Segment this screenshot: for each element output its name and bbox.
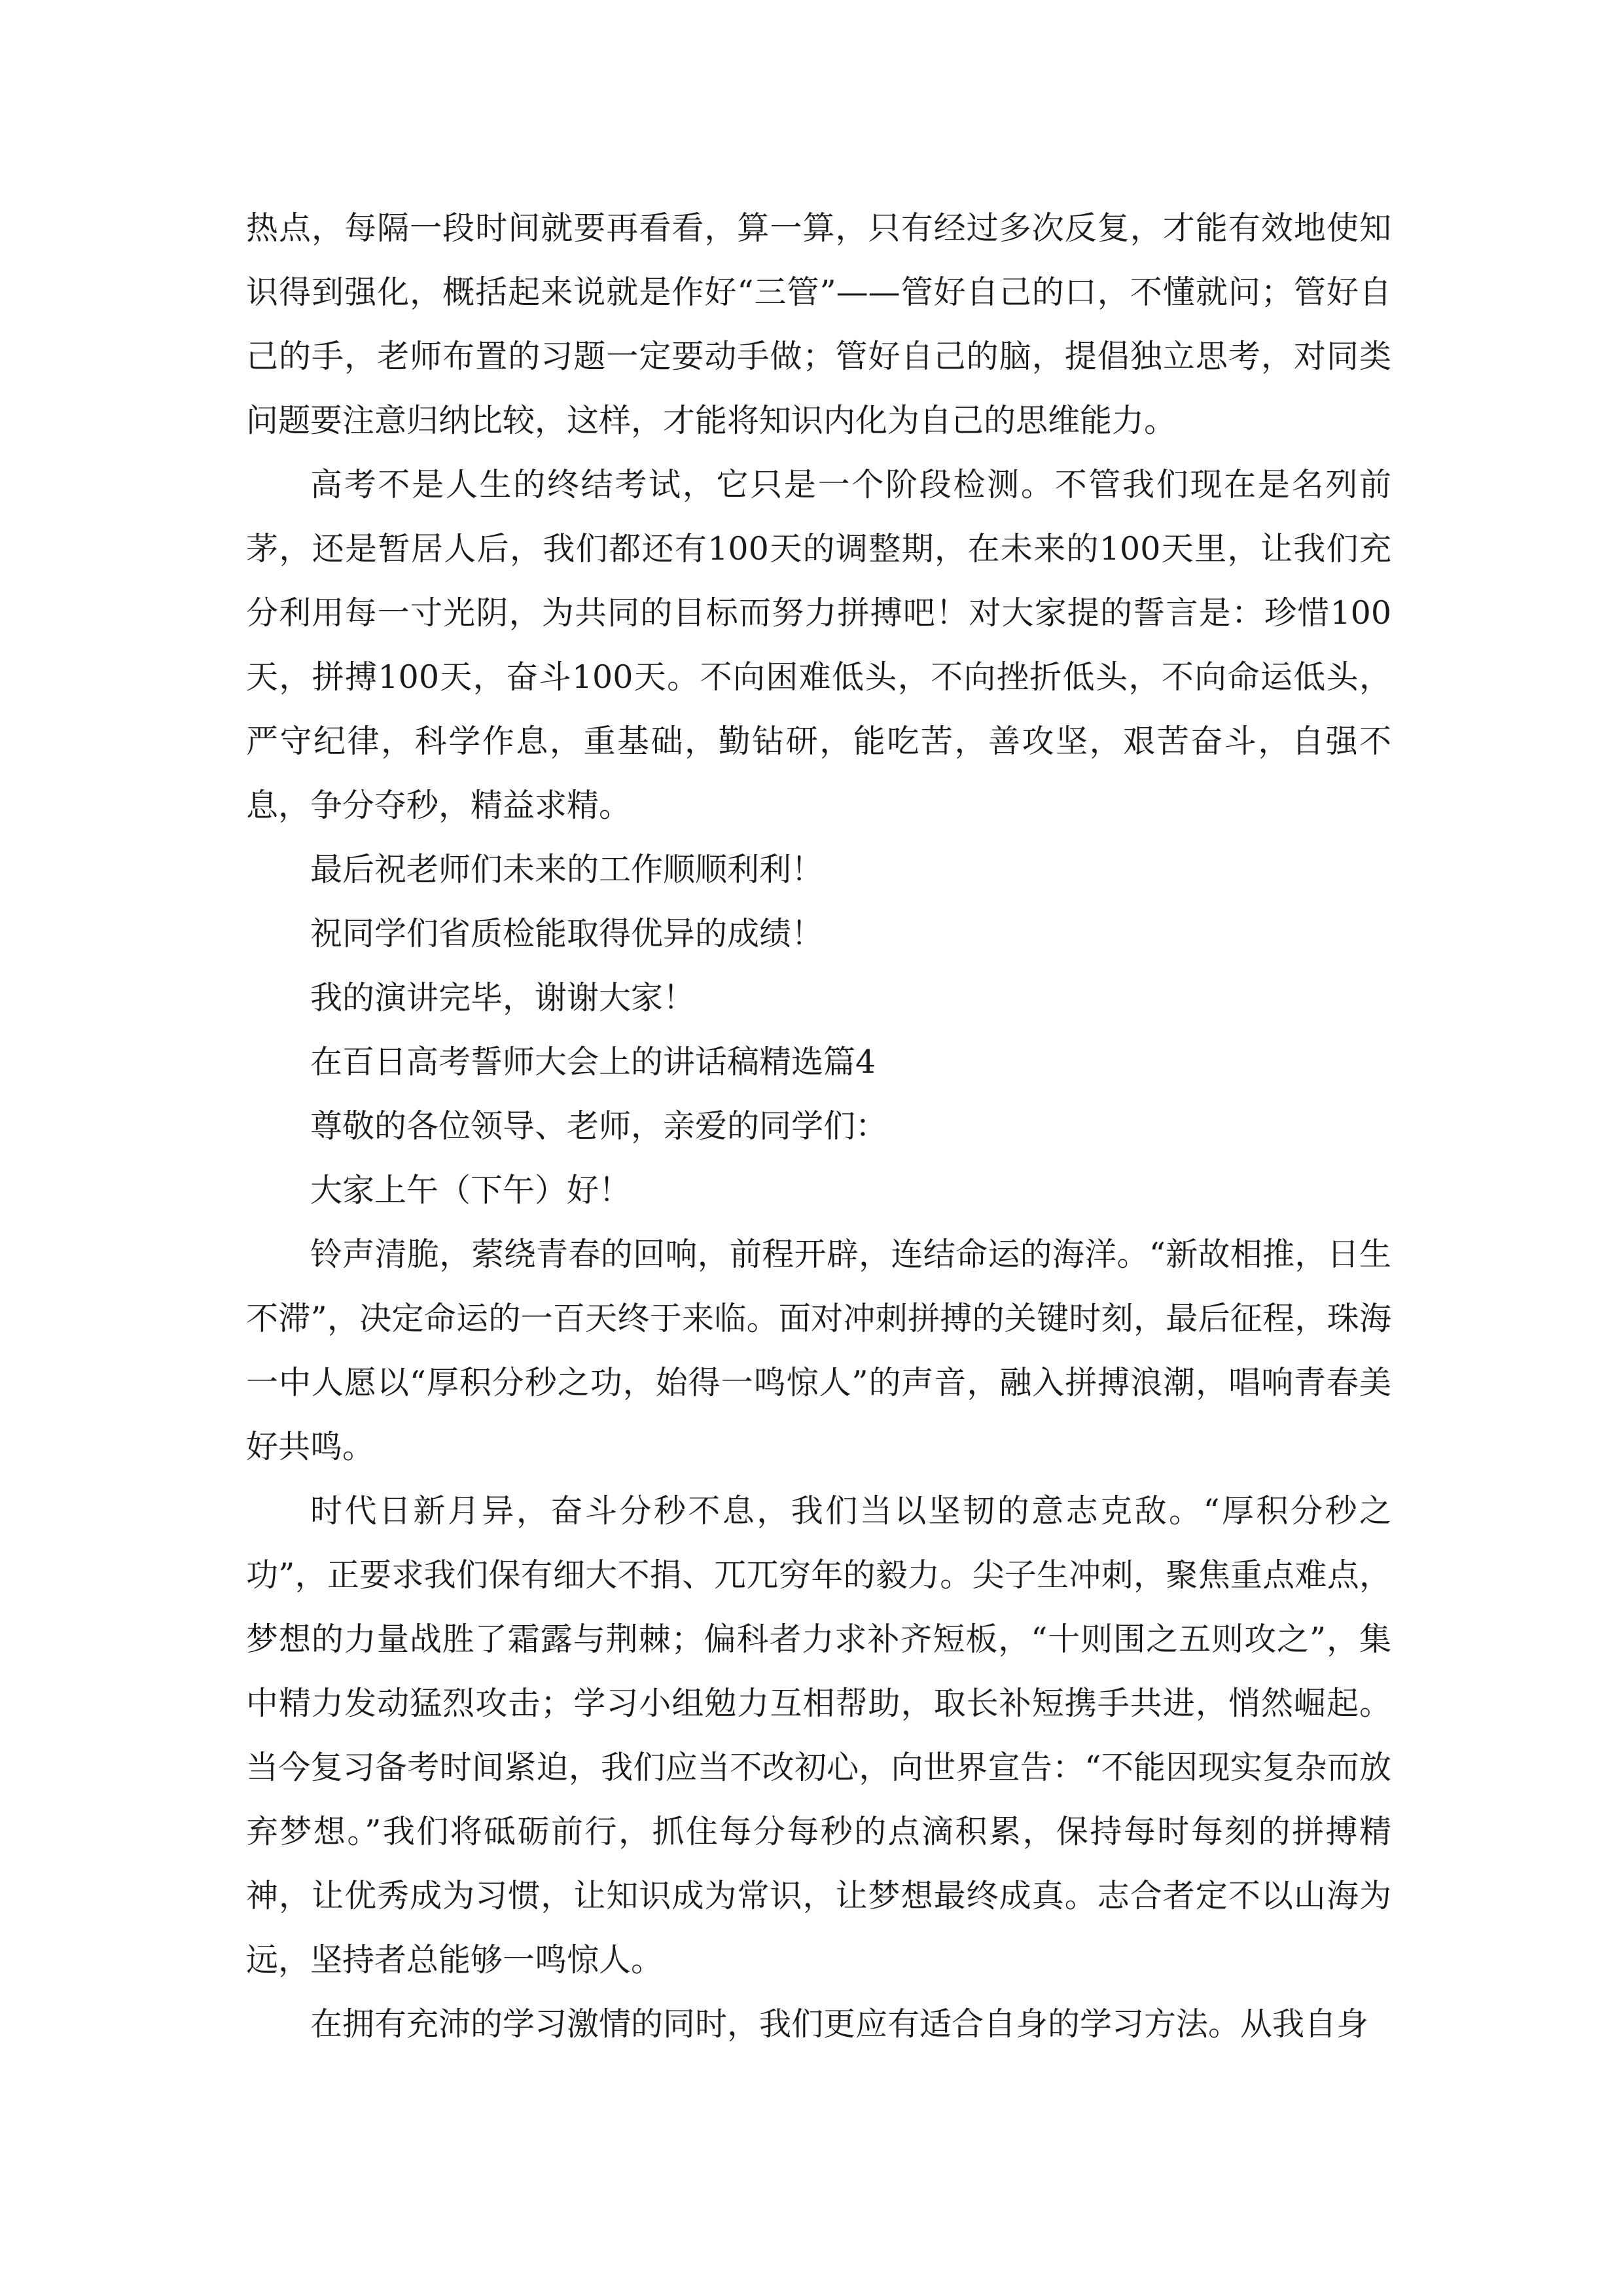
paragraph-continued-study-method: 热点，每隔一段时间就要再看看，算一算，只有经过多次反复，才能有效地使知识得到强化，概括起来说就是作好“三管”——管好自己的口，不懂就问；管好自己的手，老师布置的习题一定要动手做；管好自己的脑，提倡独立思考，对同类问题要注意归纳比较，这样，才能将知识内化为自己的思维能力。	[246, 209, 1391, 439]
section-title-part-4: 在百日高考誓师大会上的讲话稿精选篇4	[310, 1043, 876, 1081]
paragraph-bell-opening: 铃声清脆，萦绕青春的回响，前程开辟，连结命运的海洋。“新故相推，日生不滞”，决定命运的一百天终于来临。面对冲刺拼搏的关键时刻，最后征程，珠海一中人愿以“厚积分秒之功，始得一鸣惊人”的声音，融入拼搏浪潮，唱响青春美好共鸣。	[246, 1236, 1391, 1465]
paragraph-study-method: 在拥有充沛的学习激情的同时，我们更应有适合自身的学习方法。从我自身	[310, 2005, 1369, 2043]
paragraph-greeting: 大家上午（下午）好！	[310, 1172, 632, 1209]
paragraph-times-change: 时代日新月异，奋斗分秒不息，我们当以坚韧的意志克敌。“厚积分秒之功”，正要求我们保有细大不捐、兀兀穷年的毅力。尖子生冲刺，聚焦重点难点，梦想的力量战胜了霜露与荆棘；偏科者力求补齐短板，“十则围之五则攻之”，集中精力发动猛烈攻击；学习小组勉力互相帮助，取长补短携手共进，悄然崛起。当今复习备考时间紧迫，我们应当不改初心，向世界宣告：“不能因现实复杂而放弃梦想。”我们将砥砺前行，抓住每分每秒的点滴积累，保持每时每刻的拼搏精神，让优秀成为习惯，让知识成为常识，让梦想最终成真。志合者定不以山海为远，坚持者总能够一鸣惊人。	[246, 1492, 1391, 1979]
document-body	[246, 196, 1391, 2056]
paragraph-salutation: 尊敬的各位领导、老师，亲爱的同学们：	[310, 1107, 888, 1145]
paragraph-wish-students: 祝同学们省质检能取得优异的成绩！	[310, 915, 824, 952]
paragraph-gaokao-pledge: 高考不是人生的终结考试，它只是一个阶段检测。不管我们现在是名列前茅，还是暂居人后，我们都还有100天的调整期，在未来的100天里，让我们充分利用每一寸光阴，为共同的目标而努力拼搏吧！对大家提的誓言是：珍惜100天，拼搏100天，奋斗100天。不向困难低头，不向挫折低头，不向命运低头，严守纪律，科学作息，重基础，勤钻研，能吃苦，善攻坚，艰苦奋斗，自强不息，争分夺秒，精益求精。	[246, 466, 1391, 824]
paragraph-wish-teachers: 最后祝老师们未来的工作顺顺利利！	[310, 851, 824, 888]
paragraph-speech-end: 我的演讲完毕，谢谢大家！	[310, 979, 696, 1016]
